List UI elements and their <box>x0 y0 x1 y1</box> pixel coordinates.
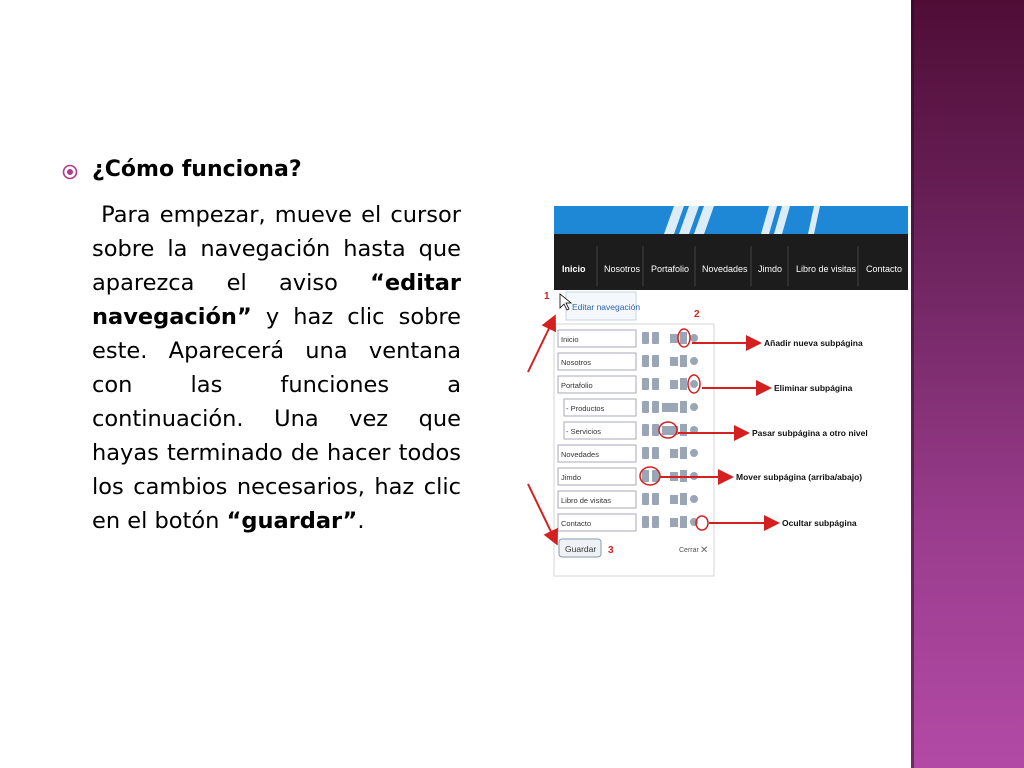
paragraph-bold-save: “guardar” <box>226 508 358 534</box>
edit-nav-label[interactable]: Editar navegación <box>572 302 641 312</box>
nav-row <box>558 445 636 462</box>
save-button-label: Guardar <box>565 544 597 554</box>
nav-row <box>558 376 636 393</box>
step-number: 3 <box>608 545 614 556</box>
nav-row <box>564 422 636 439</box>
paragraph-text-2: y haz clic sobre este. Aparecerá una ventana con las funciones a continuación. Una vez que hayas terminado de hacer todos los cambios necesarios, haz clic en el botón <box>92 304 461 534</box>
paragraph-text-3: . <box>357 508 365 534</box>
nav-item[interactable]: Contacto <box>866 264 903 274</box>
nav-item[interactable]: Inicio <box>562 264 586 274</box>
svg-text:Libro de visitas: Libro de visitas <box>561 496 612 505</box>
step-number: 2 <box>694 309 700 320</box>
step-number: 1 <box>544 291 550 302</box>
callout-label: Añadir nueva subpágina <box>764 338 863 348</box>
decorative-sidebar <box>911 0 1024 768</box>
nav-row <box>558 491 636 508</box>
svg-text:- Productos: - Productos <box>566 404 605 413</box>
callout-label: Eliminar subpágina <box>774 383 853 393</box>
nav-item[interactable]: Jimdo <box>758 264 783 274</box>
svg-text:Inicio: Inicio <box>561 335 579 344</box>
jimdo-navigation-screenshot <box>524 206 908 581</box>
paragraph-bold-edit-nav: “editar navegación” <box>92 270 461 330</box>
nav-item[interactable]: Novedades <box>702 264 748 274</box>
svg-text:Jimdo: Jimdo <box>561 473 582 482</box>
callout-label: Pasar subpágina a otro nivel <box>752 428 868 438</box>
nav-item[interactable]: Libro de visitas <box>796 264 857 274</box>
nav-row <box>558 468 636 485</box>
slide-heading: ¿Cómo funciona? <box>92 157 302 182</box>
nav-item[interactable]: Nosotros <box>604 264 641 274</box>
nav-row <box>564 399 636 416</box>
svg-text:Portafolio: Portafolio <box>561 381 593 390</box>
svg-text:Contacto: Contacto <box>561 519 592 528</box>
svg-text:Nosotros: Nosotros <box>561 358 592 367</box>
target-bullet-icon <box>62 164 78 180</box>
close-label[interactable]: Cerrar <box>679 547 699 554</box>
callout-label: Mover subpágina (arriba/abajo) <box>736 472 863 482</box>
svg-text:- Servicios: - Servicios <box>566 427 602 436</box>
banner-strip <box>554 206 908 234</box>
nav-editor-rows <box>558 330 636 531</box>
nav-row <box>558 353 636 370</box>
callout-label: Ocultar subpágina <box>782 518 857 528</box>
slide-paragraph <box>92 198 461 538</box>
close-icon[interactable]: ✕ <box>700 545 709 556</box>
nav-bar <box>554 234 908 290</box>
nav-item[interactable]: Portafolio <box>651 264 690 274</box>
paragraph-text-1: Para empezar, mueve el cursor sobre la navegación hasta que aparezca el aviso <box>92 202 461 296</box>
nav-row <box>558 330 636 347</box>
nav-row <box>558 514 636 531</box>
svg-text:Novedades: Novedades <box>561 450 599 459</box>
